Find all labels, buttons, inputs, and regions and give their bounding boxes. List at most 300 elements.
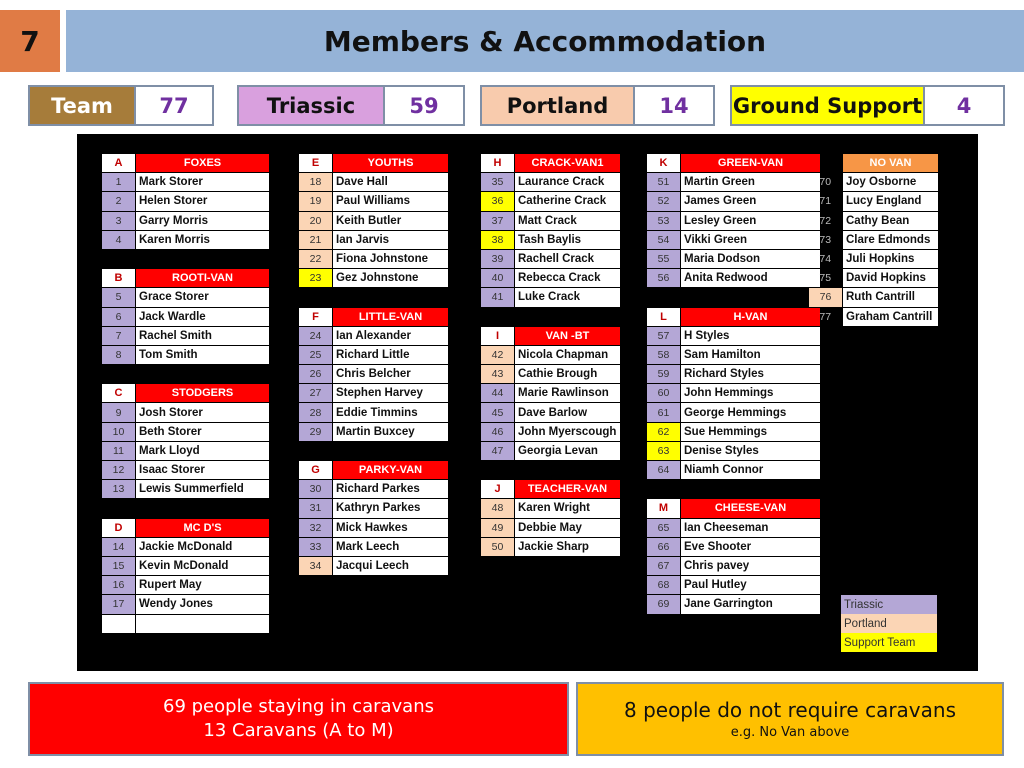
table-row [102,173,270,192]
category-legend [841,595,937,652]
table-row [299,211,449,230]
member-name: Rupert May [136,576,270,595]
table-row [647,537,821,556]
blank-cell [333,441,449,460]
member-number: 57 [647,326,681,345]
member-name: Jack Wardle [136,307,270,326]
table-row [809,288,939,307]
caravan-letter: D [102,518,136,537]
member-number: 2 [102,192,136,211]
table-row [481,422,621,441]
member-number: 31 [299,499,333,518]
member-name: Richard Parkes [333,480,449,499]
table-row [481,288,621,307]
legend-item: Triassic [841,595,937,614]
caravan-letter: A [102,154,136,173]
novan-summary-line2: e.g. No Van above [730,725,850,740]
table-row [647,192,821,211]
table-row [647,249,821,268]
table-row [809,249,939,268]
member-name: Keith Butler [333,211,449,230]
member-number: 47 [481,441,515,460]
legend-item: Support Team [841,633,937,652]
stat-team-label: Team [30,87,136,124]
table-row [647,345,821,364]
member-name: Mark Leech [333,537,449,556]
blank-cell [647,480,681,499]
member-number: 12 [102,461,136,480]
no-van-header: NO VAN [843,154,939,173]
member-name: Paul Williams [333,192,449,211]
member-number: 59 [647,365,681,384]
member-number: 6 [102,307,136,326]
member-number: 15 [102,556,136,575]
member-name: Grace Storer [136,288,270,307]
table-row [481,326,621,345]
member-name: Lewis Summerfield [136,480,270,499]
table-row [299,480,449,499]
stat-portland-value: 14 [635,87,713,124]
member-number: 21 [299,230,333,249]
caravan-name: PARKY-VAN [333,461,449,480]
table-row [481,518,621,537]
table-row [647,595,821,614]
table-row [102,480,270,499]
novan-summary [576,682,1004,756]
stat-ground-support [730,85,1005,126]
member-number: 22 [299,249,333,268]
member-name: Juli Hopkins [843,249,939,268]
table-row [647,480,821,499]
caravan-name: MC D'S [136,518,270,537]
member-number: 68 [647,576,681,595]
table-row [102,326,270,345]
member-number: 3 [102,211,136,230]
member-name: Beth Storer [136,422,270,441]
member-name: Vikki Green [681,230,821,249]
member-number: 5 [102,288,136,307]
table-row [299,403,449,422]
column-no-van [808,153,939,327]
member-number: 4 [102,230,136,249]
member-number: 66 [647,537,681,556]
member-name: John Myerscough [515,422,621,441]
table-row [299,518,449,537]
member-number: 61 [647,403,681,422]
caravan-name: YOUTHS [333,154,449,173]
table-row [102,230,270,249]
member-name: Mark Storer [136,173,270,192]
table-row [647,499,821,518]
table-row [102,211,270,230]
member-name: Ruth Cantrill [843,288,939,307]
column-a-d [101,153,270,634]
member-number: 54 [647,230,681,249]
member-name: Mick Hawkes [333,518,449,537]
table-row [809,211,939,230]
member-number: 36 [481,192,515,211]
table-row [102,384,270,403]
stat-ground-support-value: 4 [925,87,1003,124]
caravan-letter: G [299,461,333,480]
caravans-summary-line2: 13 Caravans (A to M) [203,720,394,741]
table-row [647,173,821,192]
member-name: Rachell Crack [515,249,621,268]
member-number: 62 [647,422,681,441]
member-number: 29 [299,422,333,441]
caravan-letter: C [102,384,136,403]
member-number: 37 [481,211,515,230]
member-number: 25 [299,345,333,364]
blank-cell [299,288,333,307]
member-number: 72 [819,214,832,227]
table-row [299,249,449,268]
member-name: Gez Johnstone [333,269,449,288]
caravans-summary-line1: 69 people staying in caravans [163,695,434,717]
table-row [299,173,449,192]
table-row [102,518,270,537]
member-name: Jackie Sharp [515,537,621,556]
member-number: 8 [102,345,136,364]
table-row [647,269,821,288]
stat-triassic-value: 59 [385,87,463,124]
table-row [299,384,449,403]
member-number: 18 [299,173,333,192]
member-name: Paul Hutley [681,576,821,595]
member-number: 71 [819,195,832,208]
member-number: 53 [647,211,681,230]
caravan-name: VAN -BT [515,326,621,345]
member-number: 14 [102,537,136,556]
caravan-letter: I [481,326,515,345]
table-row [102,192,270,211]
blank-cell [333,288,449,307]
table-row [809,173,939,192]
caravan-name: TEACHER-VAN [515,480,621,499]
blank-cell [647,288,681,307]
table-row [102,556,270,575]
member-number: 48 [481,499,515,518]
table-row [647,403,821,422]
table-row [102,345,270,364]
member-name: Karen Wright [515,499,621,518]
blank-cell [809,154,843,173]
legend-row [841,614,937,633]
table-row [299,441,449,460]
member-name: Denise Styles [681,441,821,460]
member-name: Georgia Levan [515,441,621,460]
member-number: 34 [299,556,333,575]
table-row [299,345,449,364]
caravan-name: ROOTI-VAN [136,269,270,288]
caravan-letter: L [647,307,681,326]
table-row [481,307,621,326]
table-row [481,461,621,480]
stat-triassic [237,85,465,126]
member-number: 1 [102,173,136,192]
member-number: 24 [299,326,333,345]
member-number: 27 [299,384,333,403]
table-row [481,537,621,556]
member-name: Nicola Chapman [515,345,621,364]
member-number: 73 [819,233,832,246]
member-name: Cathie Brough [515,365,621,384]
member-number: 75 [819,271,832,284]
member-name: Eddie Timmins [333,403,449,422]
table-row [809,307,939,326]
member-number: 64 [647,461,681,480]
table-row [299,230,449,249]
table-row [647,326,821,345]
member-number [102,614,136,633]
member-name: Clare Edmonds [843,230,939,249]
member-name: Tash Baylis [515,230,621,249]
blank-cell [515,307,621,326]
table-row [102,499,270,518]
member-number: 33 [299,537,333,556]
table-row [102,537,270,556]
caravan-name: H-VAN [681,307,821,326]
member-name: Martin Green [681,173,821,192]
member-number: 74 [819,253,832,266]
caravan-letter: H [481,154,515,173]
stat-ground-support-label: Ground Support [732,87,925,124]
member-number: 63 [647,441,681,460]
member-number: 10 [102,422,136,441]
table-row [647,461,821,480]
member-number: 16 [102,576,136,595]
table-row [481,173,621,192]
member-name: Tom Smith [136,345,270,364]
member-name: H Styles [681,326,821,345]
blank-cell [102,249,136,268]
table-row [299,326,449,345]
table-row [102,461,270,480]
legend-row [841,633,937,652]
blank-cell [136,249,270,268]
table-row [809,154,939,173]
member-name: Joy Osborne [843,173,939,192]
column-h-j [480,153,621,557]
table-row [809,230,939,249]
member-number: 45 [481,403,515,422]
member-number: 40 [481,269,515,288]
table-row [102,288,270,307]
stat-triassic-label: Triassic [239,87,385,124]
table-row [102,365,270,384]
table-row [647,230,821,249]
member-name: Niamh Connor [681,461,821,480]
table-row [647,422,821,441]
table-row [481,345,621,364]
member-number: 69 [647,595,681,614]
member-number: 51 [647,173,681,192]
member-number: 60 [647,384,681,403]
blank-cell [102,365,136,384]
member-name [136,614,270,633]
table-row [102,307,270,326]
table-row [481,403,621,422]
blank-cell [102,499,136,518]
member-name: John Hemmings [681,384,821,403]
member-name: Sue Hemmings [681,422,821,441]
member-name: Martin Buxcey [333,422,449,441]
member-name: Ian Jarvis [333,230,449,249]
table-row [299,269,449,288]
table-row [481,384,621,403]
caravan-name: STODGERS [136,384,270,403]
table-row [299,499,449,518]
member-number: 76 [809,288,843,307]
member-name: Laurance Crack [515,173,621,192]
member-name: Kevin McDonald [136,556,270,575]
table-row [102,403,270,422]
table-row [299,422,449,441]
table-row [481,230,621,249]
member-name: Matt Crack [515,211,621,230]
stat-portland [480,85,715,126]
member-name: Cathy Bean [843,211,939,230]
member-name: Jacqui Leech [333,556,449,575]
table-row [647,441,821,460]
member-name: Richard Little [333,345,449,364]
blank-cell [515,461,621,480]
table-row [647,307,821,326]
member-number: 13 [102,480,136,499]
table-row [299,192,449,211]
member-name: Wendy Jones [136,595,270,614]
member-number: 46 [481,422,515,441]
member-number: 11 [102,441,136,460]
table-row [481,192,621,211]
table-row [102,154,270,173]
member-name: Kathryn Parkes [333,499,449,518]
member-name: Marie Rawlinson [515,384,621,403]
member-number: 41 [481,288,515,307]
caravan-letter: M [647,499,681,518]
member-name: Helen Storer [136,192,270,211]
table-row [481,441,621,460]
member-name: Karen Morris [136,230,270,249]
member-name: Lucy England [843,192,939,211]
table-row [647,154,821,173]
member-name: Luke Crack [515,288,621,307]
member-number: 35 [481,173,515,192]
table-row [102,576,270,595]
member-number: 58 [647,345,681,364]
blank-cell [136,365,270,384]
member-name: Chris pavey [681,556,821,575]
blank-cell [481,307,515,326]
caravan-name: FOXES [136,154,270,173]
table-row [647,518,821,537]
member-number: 7 [102,326,136,345]
slide-number: 7 [0,10,60,72]
member-number: 70 [819,176,832,189]
member-number: 49 [481,518,515,537]
legend-item: Portland [841,614,937,633]
member-name: Rebecca Crack [515,269,621,288]
table-row [299,154,449,173]
page-title: Members & Accommodation [66,10,1024,72]
caravan-name: CRACK-VAN1 [515,154,621,173]
member-number: 52 [647,192,681,211]
stat-team [28,85,214,126]
table-row [481,211,621,230]
member-number: 26 [299,365,333,384]
table-row [299,537,449,556]
table-row [102,441,270,460]
member-number: 19 [299,192,333,211]
member-number: 9 [102,403,136,422]
member-name: Anita Redwood [681,269,821,288]
caravan-name: LITTLE-VAN [333,307,449,326]
member-name: Sam Hamilton [681,345,821,364]
table-row [299,556,449,575]
caravan-letter: E [299,154,333,173]
member-number: 67 [647,556,681,575]
member-number: 56 [647,269,681,288]
table-row [299,307,449,326]
member-name: Ian Alexander [333,326,449,345]
stat-team-value: 77 [136,87,212,124]
member-name: Graham Cantrill [843,307,939,326]
table-row [647,384,821,403]
table-row [299,365,449,384]
member-number: 50 [481,537,515,556]
member-name: George Hemmings [681,403,821,422]
blank-cell [681,480,821,499]
member-number: 38 [481,230,515,249]
member-number: 28 [299,403,333,422]
member-number: 32 [299,518,333,537]
table-row [299,461,449,480]
table-row [809,192,939,211]
table-row [481,480,621,499]
caravan-name: CHEESE-VAN [681,499,821,518]
table-row [647,576,821,595]
member-name: James Green [681,192,821,211]
member-name: Dave Barlow [515,403,621,422]
member-number: 39 [481,249,515,268]
column-k-m [646,153,821,615]
blank-cell [136,499,270,518]
member-name: Ian Cheeseman [681,518,821,537]
blank-cell [299,441,333,460]
table-row [809,269,939,288]
member-number: 55 [647,249,681,268]
member-name: Jackie McDonald [136,537,270,556]
member-name: Richard Styles [681,365,821,384]
caravan-letter: B [102,269,136,288]
member-name: Fiona Johnstone [333,249,449,268]
column-e-g [298,153,449,576]
member-name: Chris Belcher [333,365,449,384]
table-row [647,288,821,307]
caravan-letter: J [481,480,515,499]
member-number: 42 [481,345,515,364]
table-row [481,154,621,173]
member-number: 43 [481,365,515,384]
legend-row [841,595,937,614]
table-row [647,211,821,230]
table-row [102,422,270,441]
blank-cell [481,461,515,480]
member-name: Rachel Smith [136,326,270,345]
member-number: 30 [299,480,333,499]
member-name: David Hopkins [843,269,939,288]
member-name: Dave Hall [333,173,449,192]
